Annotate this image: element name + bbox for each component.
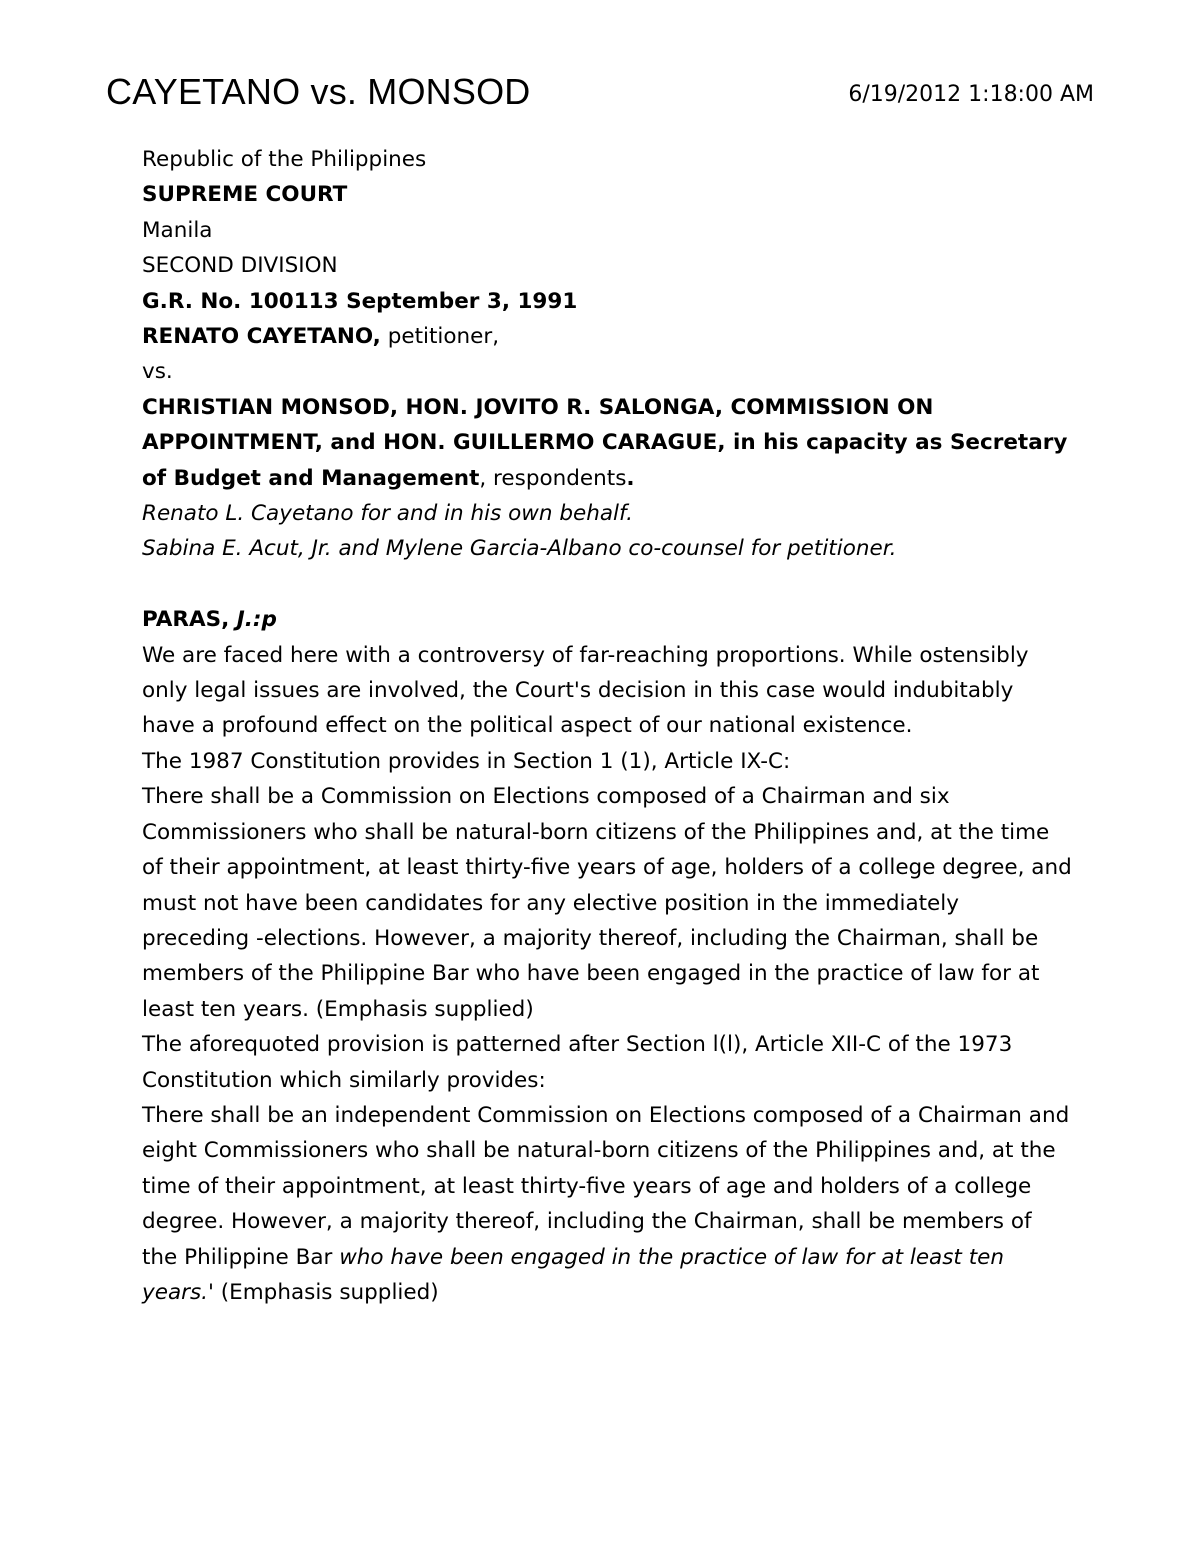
opinion-paragraph-2: The 1987 Constitution provides in Section 1 (1), Article IX-C: [142,748,791,774]
ponente-title: J.:p [236,607,277,633]
petitioner-line [142,319,1072,354]
para-5-start: There shall be an independent Commission on Elections composed of a Chairman and eight Commissioners who shall be natural-born citizens of the Philippines and, at the time of their appointment, at least thirty-five years of age and holders of a college degree. However, a majority thereof, including the Chairman, shall be members of the Philippine Bar [142,1102,1070,1270]
opinion-paragraph-3: There shall be a Commission on Elections composed of a Chairman and six Commissioners who shall be natural-born citizens of the Philippines and, at the time of their appointment, at least thirty-five years of age, holders of a college degree, and must not have been candidates for any elective position in the immediately preceding -elections. However, a majority thereof, including the Chairman, shall be members of the Philippine Bar who have been engaged in the practice of law for at least ten years. (Emphasis supplied) [142,784,1072,1022]
court-city: Manila [142,217,213,243]
respondents-role: , respondents [479,465,627,491]
document-body [142,142,1072,1310]
opinion-paragraph-4: The aforequoted provision is patterned after Section l(l), Article XII-C of the 1973 Constitution which similarly provides: [142,1032,1013,1093]
court-name: SUPREME COURT [142,182,348,208]
ponente-line [142,602,1072,637]
respondents-names: CHRISTIAN MONSOD, HON. JOVITO R. SALONGA, COMMISSION ON APPOINTMENT, and HON. GUILLERMO CARAGUE, in his capacity as Secretary of Budget and Management [142,394,1068,491]
counsel-line-2: Sabina E. Acut, Jr. and Mylene Garcia-Albano co-counsel for petitioner. [142,536,897,562]
document-timestamp: 6/19/2012 1:18:00 AM [848,82,1094,107]
para-5-italic: who have been engaged in the practice of law for at least ten years. [142,1244,1004,1305]
section-spacer [142,567,1072,602]
petitioner-name: RENATO CAYETANO, [142,324,381,350]
document-header [106,70,1094,120]
ponente-name: PARAS, [142,607,237,633]
republic-line: Republic of the Philippines [142,147,427,172]
versus-line: vs. [142,359,173,385]
respondents-end: . [626,465,635,491]
respondents-line [142,390,1072,496]
document-title: CAYETANO vs. MONSOD [106,71,531,112]
court-division: SECOND DIVISION [142,253,338,279]
gr-number: G.R. No. 100113 September 3, 1991 [142,288,578,314]
counsel-line-1: Renato L. Cayetano for and in his own behalf. [142,501,634,527]
petitioner-role: petitioner, [380,324,500,350]
para-5-end: ' (Emphasis supplied) [208,1279,439,1305]
opinion-paragraph-5 [142,1098,1072,1310]
opinion-paragraph-1: We are faced here with a controversy of far-reaching proportions. While ostensibly only legal issues are involved, the Court's decision in this case would indubitably have a profound effect on the political aspect of our national existence. [142,642,1029,739]
